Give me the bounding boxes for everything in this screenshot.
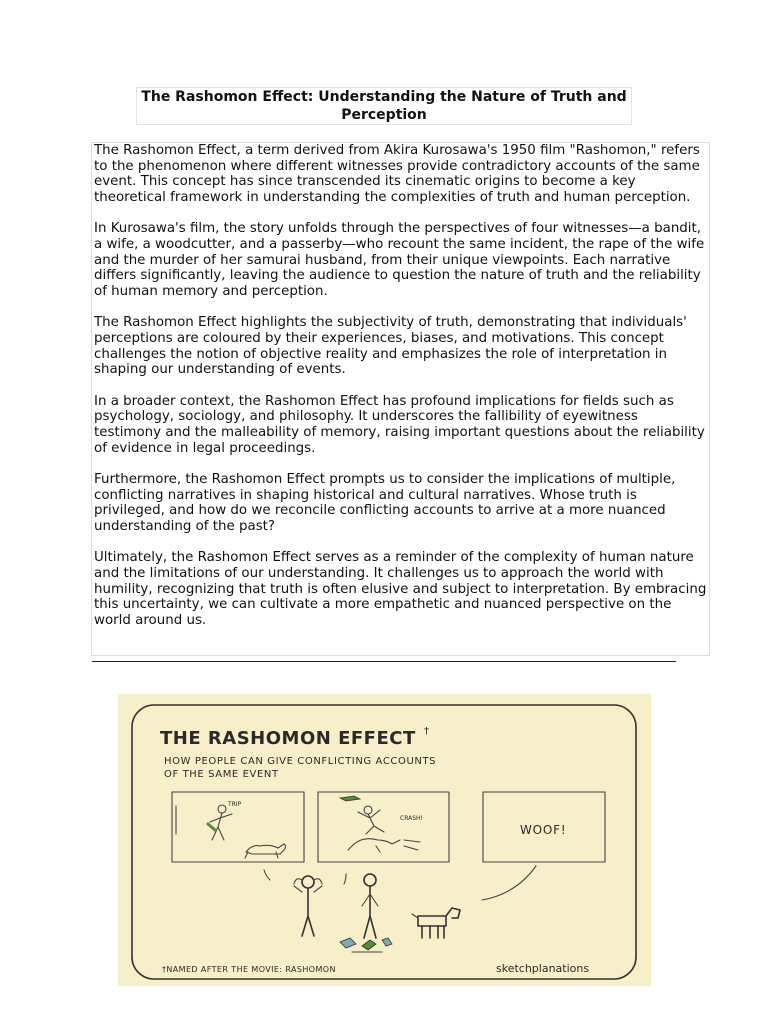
panel-3-text: WOOF! (520, 823, 567, 837)
horizontal-rule (92, 661, 676, 662)
illustration-canvas (118, 694, 651, 986)
illustration-credit: sketchplanations (496, 962, 590, 975)
thought-line-right (482, 866, 536, 900)
broken-vase-pieces (340, 938, 392, 952)
document-title: The Rashomon Effect: Understanding the Nature of Truth and Perception (136, 87, 632, 125)
panel-2-sfx: CRASH! (400, 815, 423, 822)
panel-1-scene (176, 801, 286, 858)
thought-line-left (264, 870, 270, 880)
illustration-subtitle-line2: OF THE SAME EVENT (164, 769, 279, 780)
paragraph-5: Furthermore, the Rashomon Effect prompts us to consider the implications of multiple, conflicting narratives in shaping historical and cultural narratives. Whose truth is privileged, and how do we reconcile conflicting accounts to arrive at a more nuanced understanding of the past? (94, 472, 676, 534)
illustration-heading: THE RASHOMON EFFECT (160, 728, 416, 749)
thought-line-middle (344, 874, 346, 884)
panel-2-scene (340, 796, 423, 852)
document-body (91, 142, 710, 656)
paragraph-4: In a broader context, the Rashomon Effect has profound implications for fields such as psychology, sociology, and philosophy. It underscores the fallibility of eyewitness testimony and the malleability of memory, raising important questions about the reliability of evidence in legal proceedings. (94, 393, 705, 456)
paragraph-1: The Rashomon Effect, a term derived from Akira Kurosawa's 1950 film "Rashomon," refers to the phenomenon where different witnesses provide contradictory accounts of the same event. This concept has since transcended its cinematic origins to become a key theoretical framework in understanding the complexities of truth and human perception. (94, 143, 700, 205)
illustration-subtitle-line1: HOW PEOPLE CAN GIVE CONFLICTING ACCOUNTS (164, 756, 437, 767)
panel-2-frame (318, 792, 449, 862)
paragraph-2: In Kurosawa's film, the story unfolds through the perspectives of four witnesses—a bandit, a wife, a woodcutter, and a passerby—who recount the same incident, the rape of the wife and the murder of her samurai husband, from their unique viewpoints. Each narrative differs significantly, leaving the audience to question the nature of truth and the reliability of human memory and perception. (94, 221, 705, 299)
paragraph-6: Ultimately, the Rashomon Effect serves as a reminder of the complexity of human nature and the limitations of our understanding. It challenges us to approach the world with humility, recognizing that truth is often elusive and subject to interpretation. By embracing this uncertainty, we can cultivate a more empathetic and nuanced perspective on the world around us. (94, 550, 707, 628)
illustration-footnote: †NAMED AFTER THE MOVIE: RASHOMON (162, 965, 336, 974)
paragraph-3: The Rashomon Effect highlights the subjectivity of truth, demonstrating that individuals' perceptions are coloured by their experiences, biases, and motivations. This concept challenges the notion of objective reality and emphasizes the role of interpretation in shaping our understanding of events. (94, 315, 687, 378)
dog-figure (412, 908, 460, 938)
witness-2-figure (362, 874, 378, 938)
panel-1-sfx: TRIP (228, 801, 242, 808)
rashomon-illustration (118, 694, 651, 986)
heading-dagger: † (424, 726, 429, 737)
witness-1-figure (294, 876, 322, 936)
